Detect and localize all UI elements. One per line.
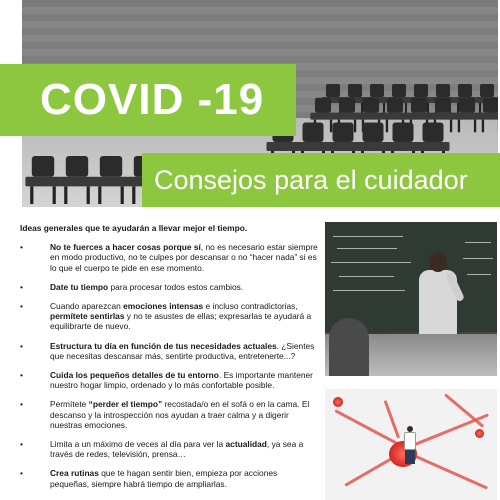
photo-teacher-blackboard — [325, 222, 497, 376]
page-subtitle: Consejos para el cuidador — [154, 164, 468, 195]
list-item-text — [50, 439, 318, 459]
bullet-mark: • — [20, 340, 23, 351]
body-text: . ¿Sientes que necesitas descansar más, sentirte productiva, entretenerte...? — [50, 340, 315, 361]
chair — [454, 98, 479, 133]
advice-text-column — [20, 223, 318, 498]
emphasis: actualidad — [225, 439, 267, 450]
emphasis: Crea rutinas — [50, 468, 99, 479]
list-item — [20, 341, 318, 361]
body-text: Limita a un máximo de veces al día para ver la — [50, 439, 226, 450]
body-text: , ya sea a través de redes, televisión, prensa… — [50, 439, 304, 460]
blackboard — [325, 222, 497, 332]
bullet-mark: • — [20, 281, 23, 292]
list-item — [20, 399, 318, 430]
emphasis: emociones intensas — [123, 301, 204, 312]
neuron-cell — [333, 397, 343, 407]
bullet-mark: • — [20, 242, 23, 253]
body-text: que te hagan sentir bien, empieza por acciones pequeñas, siempre habrá tiempo de ampliarlas. — [50, 468, 278, 489]
list-item — [20, 242, 318, 273]
list-item-text — [50, 370, 318, 390]
neuron-cell — [475, 429, 484, 438]
list-item-text — [50, 242, 318, 273]
page-title: COVID -19 — [40, 75, 265, 124]
body-text: e incluso contradictorias, — [203, 301, 298, 312]
list-item — [20, 439, 318, 459]
emphasis: permítete sentirlas — [50, 311, 125, 322]
list-item — [20, 370, 318, 390]
emphasis: Date tu tiempo — [50, 281, 109, 292]
bullet-mark: • — [20, 370, 23, 381]
emphasis: “perder el tiempo” — [88, 399, 163, 410]
bullet-mark: • — [20, 399, 23, 410]
title-banner — [0, 64, 296, 136]
body-text: . Es importante mantener nuestro hogar limpio, ordenado y lo más confortable posible. — [50, 370, 313, 391]
emphasis: Cuida los pequeños detalles de tu entorno — [50, 370, 219, 381]
list-item — [20, 282, 318, 292]
chair — [59, 156, 94, 204]
student-silhouette — [329, 318, 369, 376]
body-text: para procesar todos estos cambios. — [108, 281, 244, 292]
body-text: y no te asustes de ellas; expresarlas te ayudará a equilibrarte de nuevo. — [50, 311, 312, 332]
body-text: , no es necesario estar siempre en modo productivo, no te culpes por descansar o no “hacer nada” si es lo que el cuerpo te pide en ese momento. — [50, 242, 318, 273]
scientist-head — [407, 426, 413, 432]
subtitle-banner — [142, 153, 500, 207]
bullet-mark: • — [20, 468, 23, 479]
chair — [25, 156, 60, 204]
list-item-text — [50, 341, 318, 361]
bullet-mark: • — [20, 439, 23, 450]
scientist-legs — [405, 450, 415, 464]
emphasis: Estructura tu día en función de tus necesidades actuales — [50, 340, 277, 351]
body-text: recostada/o en el sofá o en la cama. El descanso y la introspección nos ayudan a traer calma y a digerir nuestras emociones. — [50, 399, 310, 430]
scientist-figure — [404, 432, 416, 450]
list-item-text — [50, 301, 318, 332]
body-text: Cuando aparezcan — [50, 301, 124, 312]
list-item — [20, 468, 318, 488]
teacher-head — [429, 252, 447, 272]
intro-heading: Ideas generales que te ayudarán a llevar mejor el tiempo. — [20, 223, 248, 233]
list-item-text — [50, 282, 318, 292]
bullet-mark: • — [20, 301, 23, 312]
chair — [478, 98, 498, 133]
body-text: Permítete — [50, 399, 89, 410]
list-item — [20, 301, 318, 332]
chair — [93, 156, 128, 204]
emphasis: No te fuerces a hacer cosas porque sí — [50, 242, 201, 253]
list-item-text — [50, 399, 318, 430]
list-item-text — [50, 468, 318, 488]
